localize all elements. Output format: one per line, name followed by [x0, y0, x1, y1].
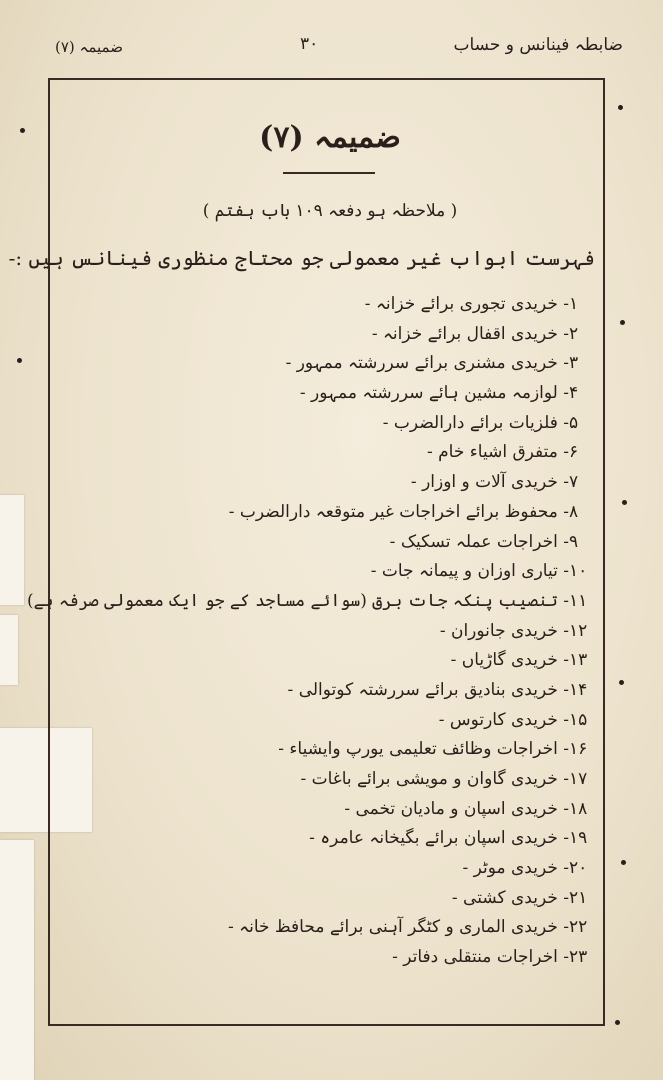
ink-speck: [20, 128, 25, 133]
running-head: [0, 30, 663, 66]
list-item: [75, 409, 595, 439]
ink-speck: [621, 860, 626, 865]
item-text: - خریدی کارتوس -: [438, 709, 569, 730]
list-intro: فہرست ابواب غیر معمولی جو محتاج منظوری فینانس ہیں :-: [8, 246, 595, 270]
reference-note: ( ملاحظہ ہو دفعہ ۱۰۹ باب ہفتم ): [202, 201, 458, 221]
item-number: ۱۳: [569, 650, 588, 671]
item-number: ۱۸: [569, 798, 588, 819]
item-text: - اخراجات عملہ تسکیک -: [389, 531, 569, 552]
paper-tab: [0, 495, 24, 605]
item-number: ۱۲: [569, 620, 588, 641]
item-text: - خریدی کشتی -: [451, 887, 569, 908]
list-item: [75, 854, 595, 884]
list-item: [75, 943, 595, 973]
title-underline: [283, 172, 375, 174]
item-text: - لوازمہ مشین ہائے سررشتہ ممہور -: [299, 383, 569, 404]
item-text: - خریدی اسپان برائے بگیخانہ عامرہ -: [309, 828, 569, 849]
item-number: ۱۹: [569, 828, 588, 849]
item-text: - خریدی گاوان و مویشی برائے باغات -: [300, 769, 569, 789]
item-text: - متفرق اشیاء خام -: [427, 442, 569, 463]
list-item: [75, 824, 595, 854]
item-text: - خریدی مشنری برائے سررشتہ ممہور -: [285, 353, 569, 374]
list-item: [75, 557, 595, 587]
list-item: [75, 528, 595, 558]
item-number: ۱۶: [569, 739, 588, 760]
list-item: [75, 913, 595, 943]
list-item: [75, 379, 595, 409]
list-item: [75, 765, 595, 795]
book-title: ضابطہ فینانس و حساب: [453, 35, 623, 55]
list-item: [75, 884, 595, 914]
list-item: [26, 587, 595, 617]
item-number: ۲۰: [569, 858, 588, 879]
ink-speck: [17, 358, 22, 363]
list-item: [75, 646, 595, 676]
item-number: ۱۰: [569, 561, 588, 582]
list-item: [75, 676, 595, 706]
item-text: - تنصیب پنکہ جات برق (سوائے مساجد کے جو ایک معمولی صرفہ ہے): [26, 590, 569, 611]
item-text: - فلزیات برائے دارالضرب -: [382, 412, 569, 433]
item-text: - اخراجات وظائف تعلیمی یورپ وایشیاء -: [278, 739, 569, 760]
paper-tab: [0, 615, 18, 685]
item-number: ۱۷: [569, 769, 588, 789]
list-item: [75, 320, 595, 350]
item-number: ۵: [569, 412, 579, 433]
list-item: [75, 349, 595, 379]
list-item: [75, 795, 595, 825]
item-text: - اخراجات منتقلی دفاتر -: [392, 947, 569, 968]
item-number: ۴: [569, 383, 579, 404]
item-number: ۲: [569, 323, 579, 344]
list-item: [75, 290, 595, 320]
item-text: - خریدی موٹر -: [462, 858, 569, 879]
item-text: - خریدی اقفال برائے خزانہ -: [371, 323, 569, 344]
item-number: ۷: [569, 472, 579, 493]
item-number: ۶: [569, 442, 579, 463]
ink-speck: [618, 105, 623, 110]
list-item: [75, 468, 595, 498]
page-number: ۳۰: [300, 34, 319, 54]
item-text: - خریدی اسپان و مادیان تخمی -: [344, 798, 569, 819]
item-text: - خریدی گاڑیاں -: [450, 650, 569, 671]
item-text: - تیاری اوزان و پیمانہ جات -: [370, 561, 569, 582]
list-item: [75, 617, 595, 647]
item-text: - خریدی تجوری برائے خزانہ -: [364, 294, 569, 314]
list-item: [75, 706, 595, 736]
list-item: [75, 735, 595, 765]
paper-tab: [0, 840, 34, 1080]
item-text: - خریدی بنادیق برائے سررشتہ کوتوالی -: [287, 679, 569, 700]
ink-speck: [620, 320, 625, 325]
item-number: ۱: [569, 294, 579, 314]
ink-speck: [619, 680, 624, 685]
item-list: [26, 290, 595, 973]
item-number: ۱۵: [569, 709, 588, 730]
item-number: ۱۱: [569, 590, 588, 611]
item-number: ۲۲: [569, 917, 588, 938]
ink-speck: [615, 1020, 620, 1025]
item-number: ۲۱: [569, 887, 588, 908]
item-number: ۹: [569, 531, 579, 552]
list-item: [75, 498, 595, 528]
item-number: ۳: [569, 353, 579, 374]
appendix-label: ضمیمہ (۷): [55, 38, 123, 56]
item-text: - خریدی جانوران -: [439, 620, 569, 641]
item-text: - خریدی الماری و کٹگر آہنی برائے محافظ خانہ -: [227, 917, 569, 938]
ink-speck: [622, 500, 627, 505]
item-number: ۱۴: [569, 679, 588, 700]
item-text: - محفوظ برائے اخراجات غیر متوقعہ دارالضرب -: [228, 501, 569, 522]
item-number: ۲۳: [569, 947, 588, 968]
list-item: [75, 438, 595, 468]
appendix-title: ضمیمہ (۷): [259, 120, 401, 155]
item-number: ۸: [569, 501, 579, 522]
item-text: - خریدی آلات و اوزار -: [410, 472, 569, 493]
